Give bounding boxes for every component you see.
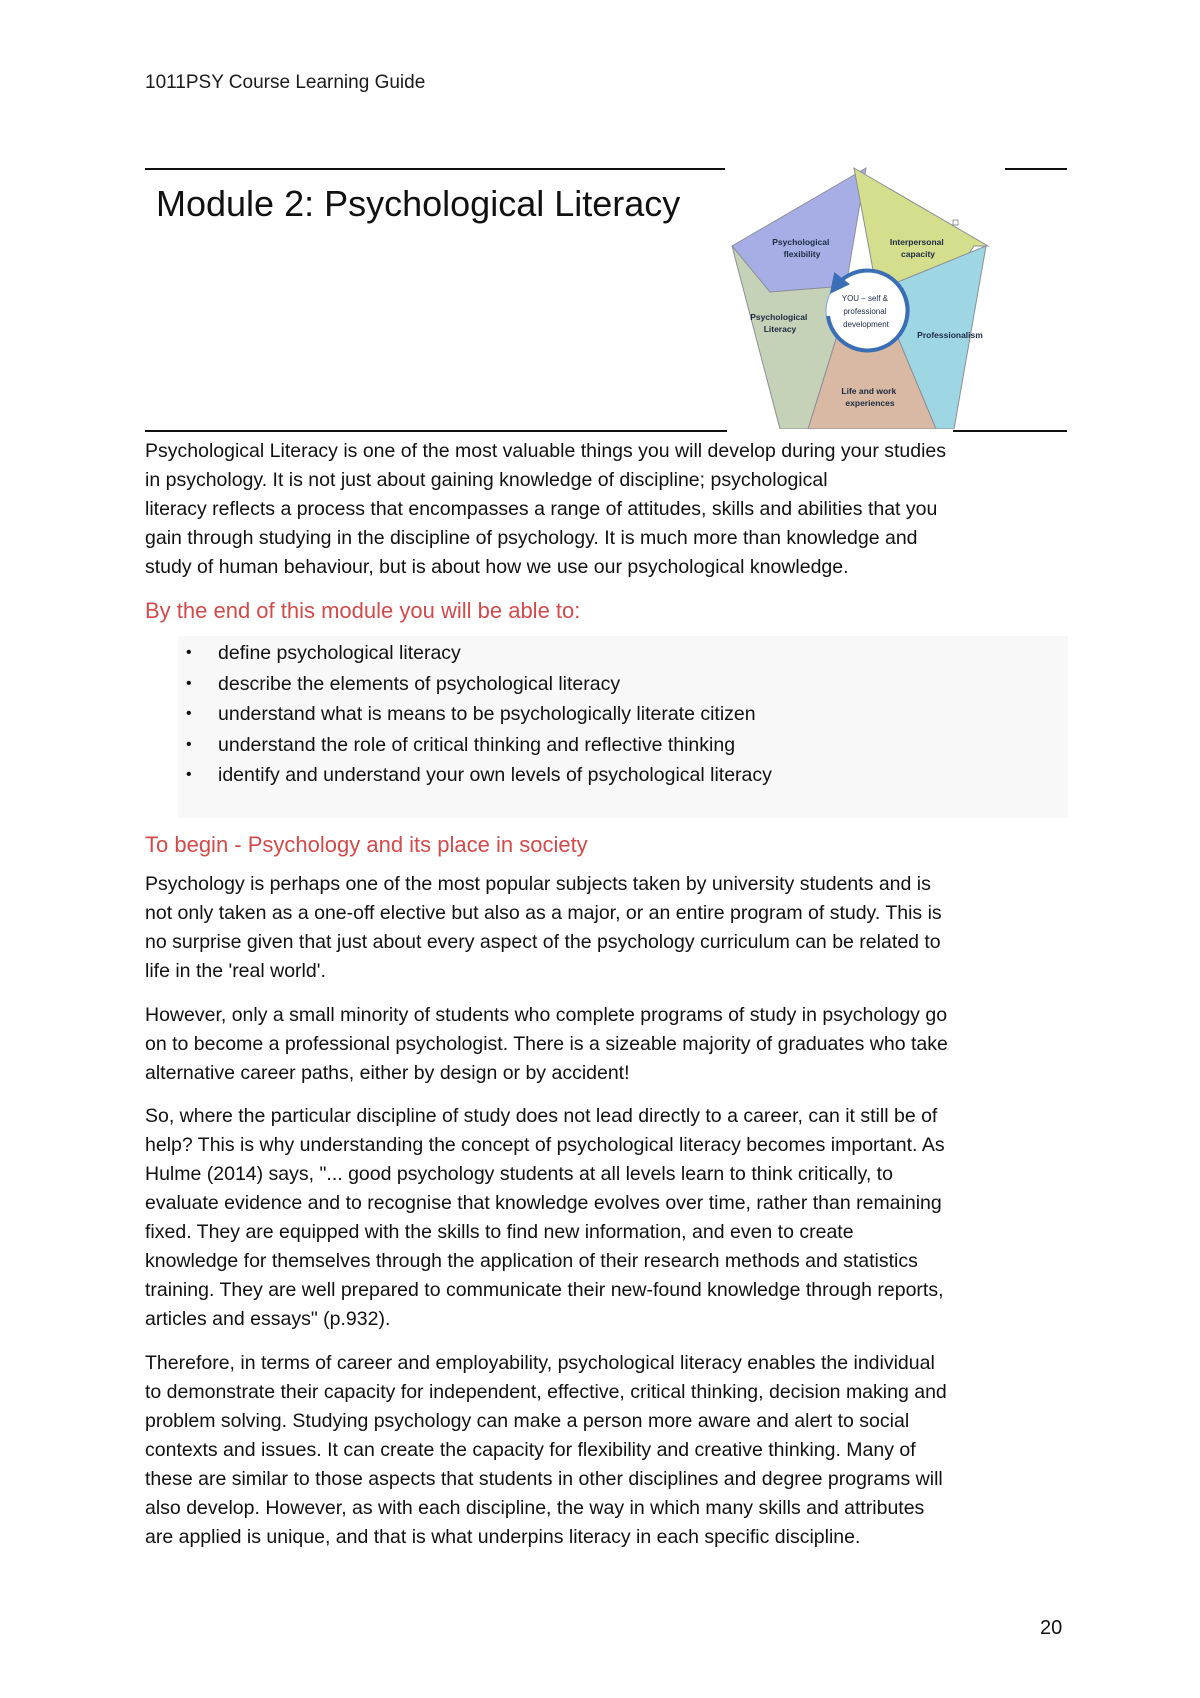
paragraph-line: no surprise given that just about every aspect of the psychology curriculum can be related to	[145, 931, 941, 953]
paragraph-1	[145, 870, 1065, 986]
paragraph-line: problem solving. Studying psychology can make a person more aware and alert to social	[145, 1410, 910, 1432]
paragraph-line: fixed. They are equipped with the skills to find new information, and even to create	[145, 1221, 854, 1243]
seg5-line1: Psychological	[750, 312, 808, 322]
paragraph-line: also develop. However, as with each discipline, the way in which many skills and attributes	[145, 1497, 925, 1519]
section-heading: To begin - Psychology and its place in society	[145, 832, 588, 857]
list-item-text: identify and understand your own levels of psychological literacy	[218, 764, 772, 786]
seg4-line1: Life and work	[841, 386, 897, 396]
bottom-rule-right	[953, 430, 1067, 432]
intro-line: gain through studying in the discipline of psychology. It is much more than knowledge and	[145, 527, 918, 549]
bullet-icon: •	[186, 705, 192, 722]
paragraph-line: evaluate evidence and to recognise that knowledge evolves over time, rather than remaining	[145, 1192, 942, 1214]
paragraph-line: alternative career paths, either by design or by accident!	[145, 1062, 630, 1084]
seg1-line1: Psychological	[772, 237, 830, 247]
bullet-icon: •	[186, 644, 192, 661]
center-line2: professional	[843, 307, 887, 316]
paragraph-line: However, only a small minority of students who complete programs of study in psychology go	[145, 1004, 948, 1026]
paragraph-line: not only taken as a one-off elective but also as a major, or an entire program of study. This is	[145, 902, 942, 924]
svg-text:Professionalism	[917, 330, 983, 340]
seg5-line2: Literacy	[763, 324, 797, 334]
svg-text:YOU – self & professiona	[842, 294, 890, 329]
list-item-text: define psychological literacy	[218, 642, 461, 664]
paragraph-line: help? This is why understanding the concept of psychological literacy becomes important. As	[145, 1134, 945, 1156]
bullet-icon: •	[186, 766, 192, 783]
paragraph-line: Hulme (2014) says, "... good psychology students at all levels learn to think critically, to	[145, 1163, 893, 1185]
paragraph-line: contexts and issues. It can create the capacity for flexibility and creative thinking. Many of	[145, 1439, 916, 1461]
intro-paragraph	[145, 437, 1065, 582]
center-line1: YOU – self &	[841, 294, 889, 303]
list-item	[180, 638, 772, 669]
paragraph-line: knowledge for themselves through the application of their research methods and statistics	[145, 1250, 918, 1272]
small-marker	[953, 220, 958, 225]
paragraph-line: Psychology is perhaps one of the most popular subjects taken by university students and is	[145, 873, 931, 895]
list-item	[180, 760, 772, 791]
objectives-heading: By the end of this module you will be able to:	[145, 598, 581, 623]
objectives-list	[180, 638, 772, 791]
paragraph-4	[145, 1349, 1065, 1552]
paragraph-line: articles and essays" (p.932).	[145, 1308, 391, 1330]
paragraph-3	[145, 1102, 1065, 1334]
paragraph-2	[145, 1001, 1065, 1088]
intro-line: Psychological Literacy is one of the most valuable things you will develop during your studies	[145, 440, 947, 462]
top-rule-left	[145, 168, 725, 170]
list-item-text: understand what is means to be psychologically literate citizen	[218, 703, 756, 725]
running-header: 1011PSY Course Learning Guide	[145, 72, 426, 93]
list-item	[180, 669, 772, 700]
bottom-rule-left	[145, 430, 727, 432]
top-rule-right	[1005, 168, 1067, 170]
paragraph-line: these are similar to those aspects that students in other disciplines and degree programs will	[145, 1468, 943, 1490]
paragraph-line: are applied is unique, and that is what underpins literacy in each specific discipline.	[145, 1526, 861, 1548]
bullet-icon: •	[186, 674, 192, 692]
list-item	[180, 699, 772, 730]
literacy-pentagon-diagram	[728, 166, 990, 429]
page-number: 20	[1040, 1617, 1063, 1639]
seg2-line1: Interpersonal	[889, 237, 944, 247]
paragraph-line: Therefore, in terms of career and employability, psychological literacy enables the individual	[145, 1352, 935, 1374]
intro-line: study of human behaviour, but is about how we use our psychological knowledge.	[145, 556, 849, 578]
paragraph-line: So, where the particular discipline of study does not lead directly to a career, can it still be of	[145, 1105, 938, 1127]
bullet-icon: •	[186, 735, 192, 753]
intro-line: in psychology. It is not just about gaining knowledge of discipline; psychological	[145, 469, 828, 491]
list-item-text: understand the role of critical thinking and reflective thinking	[218, 733, 736, 756]
paragraph-line: to demonstrate their capacity for independent, effective, critical thinking, decision making and	[145, 1381, 947, 1403]
seg3-line1: Professionalism	[917, 330, 983, 340]
paragraph-line: training. They are well prepared to communicate their new-found knowledge through reports,	[145, 1279, 944, 1301]
module-title: Module 2: Psychological Literacy	[156, 183, 681, 224]
seg1-line2: flexibility	[783, 249, 821, 259]
center-line3: development	[843, 320, 889, 329]
intro-line: literacy reflects a process that encompasses a range of attitudes, skills and abilities that you	[145, 498, 938, 520]
list-item-text: describe the elements of psychological literacy	[218, 672, 621, 695]
seg2-line2: capacity	[900, 249, 936, 259]
list-item	[180, 730, 772, 761]
paragraph-line: life in the 'real world'.	[145, 960, 326, 982]
seg4-line2: experiences	[845, 398, 895, 408]
paragraph-line: on to become a professional psychologist. There is a sizeable majority of graduates who take	[145, 1033, 948, 1055]
